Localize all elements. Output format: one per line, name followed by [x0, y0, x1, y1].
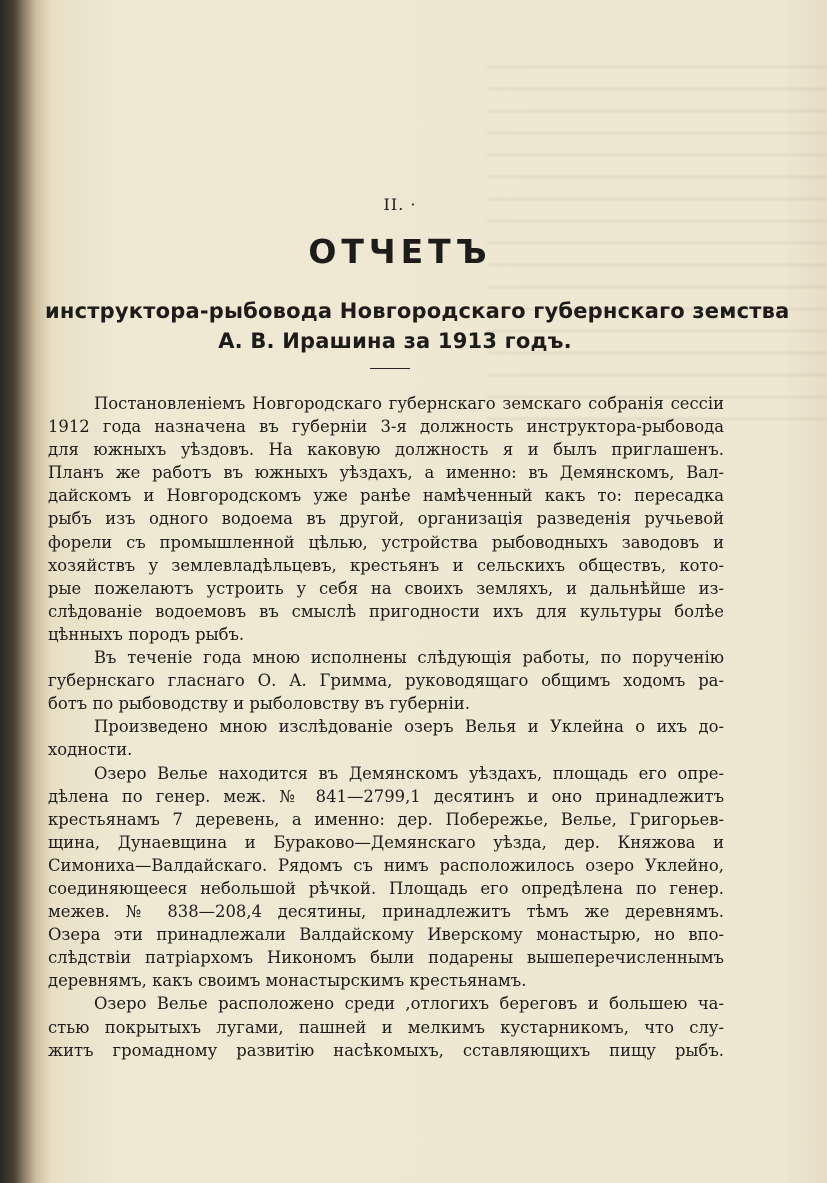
text-line: рыбъ изъ одного водоема въ другой, организація разведенія ручьевой [48, 509, 724, 529]
text-line: Планъ же работъ въ южныхъ уѣздахъ, а именно: въ Демянскомъ, Вал- [48, 463, 724, 483]
text-line: Озеро Велье находится въ Демянскомъ уѣздахъ, площадь его опре- [94, 763, 724, 783]
text-line: Въ теченіе года мною исполнены слѣдующія работы, по порученію [94, 648, 724, 668]
text-line: губернскаго гласнаго О. А. Гримма, руководящаго общимъ ходомъ ра- [48, 671, 724, 691]
text-line: соединяющееся небольшой рѣчкой. Площадь его опредѣлена по генер. [48, 878, 724, 898]
text-line: житъ громадному развитію насѣкомыхъ, сставляющихъ пищу рыбъ. [48, 1040, 724, 1060]
text-line: межев. № 838—208,4 десятины, принадлежитъ тѣмъ же деревнямъ. [48, 902, 724, 922]
report-subtitle-line2: А. В. Ирашина за 1913 годъ. [218, 329, 572, 353]
section-number: II. · [383, 195, 417, 214]
text-line: хозяйствъ у землевладѣльцевъ, крестьянъ и сельскихъ обществъ, кото- [48, 555, 724, 575]
text-line: рые пожелаютъ устроить у себя на своихъ земляхъ, и дальнѣйше из- [48, 578, 724, 598]
text-line: деревнямъ, какъ своимъ монастырскимъ крестьянамъ. [48, 971, 527, 991]
text-line: слѣдствіи патріархомъ Никономъ были подарены вышеперечисленнымъ [48, 948, 724, 968]
text-line: Озера эти принадлежали Валдайскому Иверскому монастырю, но впо- [48, 925, 724, 945]
title-divider [370, 368, 410, 369]
report-title: ОТЧЕТЪ [308, 232, 492, 271]
text-line: дѣлена по генер. меж. № 841—2799,1 десятинъ и оно принадлежитъ [48, 786, 724, 806]
text-line: слѣдованіе водоемовъ въ смыслѣ пригодности ихъ для культуры болѣе [48, 601, 724, 621]
text-line: 1912 года назначена въ губерніи 3-я должность инструктора-рыбовода [48, 417, 724, 437]
text-line: Произведено мною изслѣдованіе озеръ Велья и Уклейна о ихъ до- [94, 717, 724, 737]
text-line: форели съ промышленной цѣлью, устройства рыбоводныхъ заводовъ и [48, 532, 724, 552]
text-line: цѣнныхъ породъ рыбъ. [48, 624, 245, 644]
text-line: Постановленіемъ Новгородскаго губернскаго земскаго собранія сессіи [94, 394, 724, 413]
text-line: щина, Дунаевщина и Бураково—Демянскаго уѣзда, дер. Княжова и [48, 832, 724, 852]
text-line: дайскомъ и Новгородскомъ уже ранѣе намѣченный какъ то: пересадка [48, 486, 724, 506]
body-text [48, 392, 724, 1062]
text-line: для южныхъ уѣздовъ. На каковую должность я и былъ приглашенъ. [48, 440, 724, 460]
text-line: Симониха—Валдайскаго. Рядомъ съ нимъ расположилось озеро Уклейно, [48, 855, 724, 875]
report-subtitle-line1: инструктора-рыбовода Новгородскаго губернскаго земства [45, 299, 790, 323]
text-line: ходности. [48, 740, 133, 760]
text-line: крестьянамъ 7 деревень, а именно: дер. Побережье, Велье, Григорьев- [48, 809, 724, 829]
text-line: ботъ по рыбоводству и рыболовству въ губерніи. [48, 694, 470, 714]
text-line: Озеро Велье расположено среди ,отлогихъ береговъ и большею ча- [94, 994, 724, 1014]
text-line: стью покрытыхъ лугами, пашней и мелкимъ кустарникомъ, что слу- [48, 1017, 724, 1037]
